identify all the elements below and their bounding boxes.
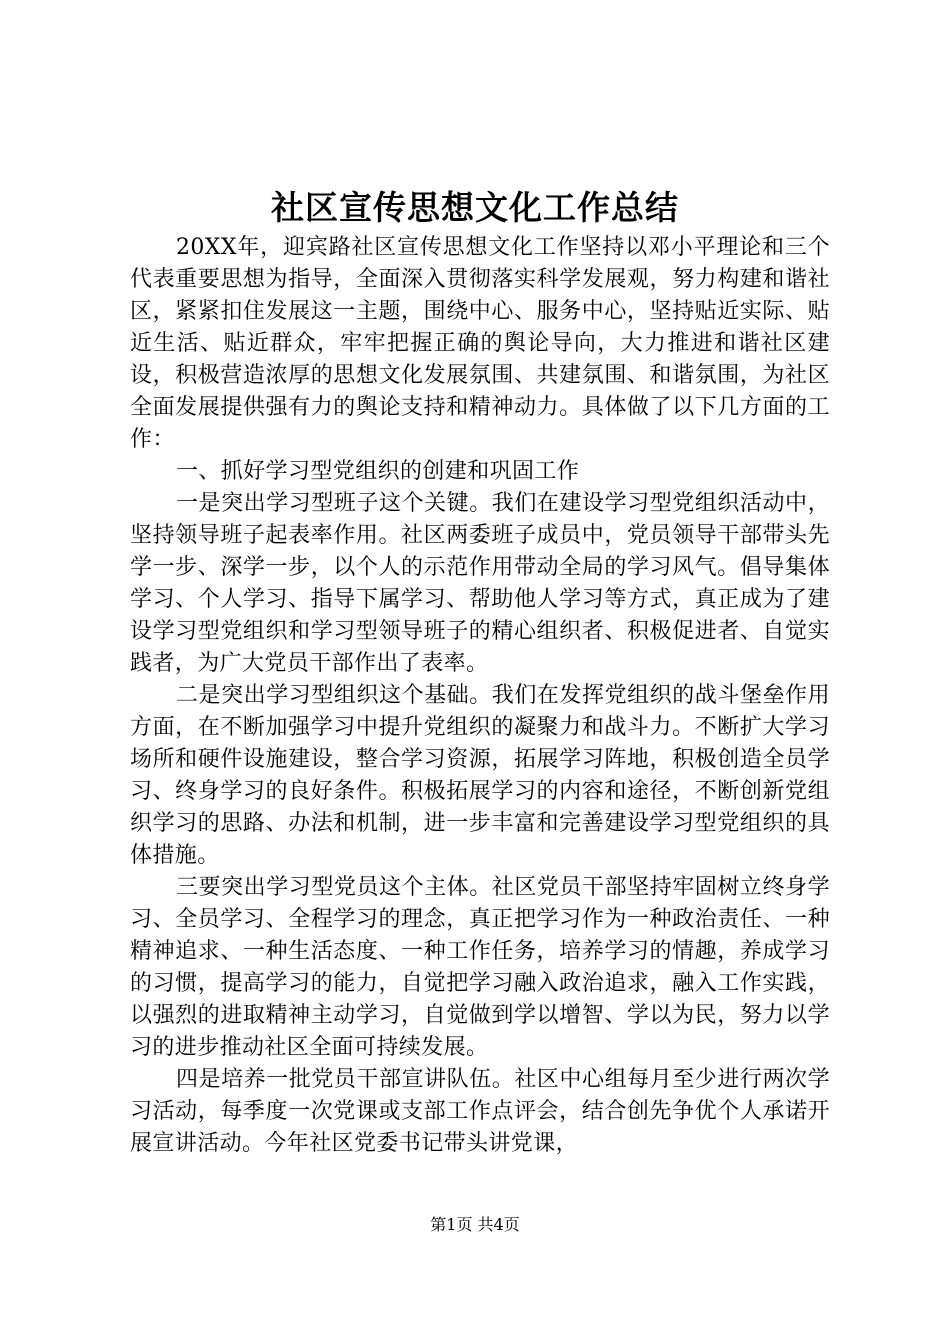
- body-paragraph: 二是突出学习型组织这个基础。我们在发挥党组织的战斗堡垒作用方面，在不断加强学习中提升党组织的凝聚力和战斗力。不断扩大学习场所和硬件设施建设，整合学习资源，拓展学习阵地，积极创造全员学习、终身学习的良好条件。积极拓展学习的内容和途径，不断创新党组织学习的思路、办法和机制，进一步丰富和完善建设学习型党组织的具体措施。: [130, 683, 830, 868]
- intro-paragraph: 20XX年，迎宾路社区宣传思想文化工作坚持以邓小平理论和三个代表重要思想为指导，全面深入贯彻落实科学发展观，努力构建和谐社区，紧紧扣住发展这一主题，围绕中心、服务中心，坚持贴近实际、贴近生活、贴近群众，牢牢把握正确的舆论导向，大力推进和谐社区建设，积极营造浓厚的思想文化发展氛围、共建氛围、和谐氛围，为社区全面发展提供强有力的舆论支持和精神动力。具体做了以下几方面的工作：: [130, 235, 830, 452]
- body-paragraph: 三要突出学习型党员这个主体。社区党员干部坚持牢固树立终身学习、全员学习、全程学习的理念，真正把学习作为一种政治责任、一种精神追求、一种生活态度、一种工作任务，培养学习的情趣，养成学习的习惯，提高学习的能力，自觉把学习融入政治追求，融入工作实践，以强烈的进取精神主动学习，自觉做到学以增智、学以为民，努力以学习的进步推动社区全面可持续发展。: [130, 875, 830, 1060]
- section-heading: 一、抓好学习型党组织的创建和巩固工作: [176, 459, 580, 484]
- document-body: [130, 232, 830, 1160]
- page-title: 社区宣传思想文化工作总结: [271, 188, 679, 227]
- body-paragraph: 四是培养一批党员干部宣讲队伍。社区中心组每月至少进行两次学习活动，每季度一次党课或支部工作点评会，结合创先争优个人承诺开展宣讲活动。今年社区党委书记带头讲党课，: [130, 1067, 830, 1156]
- body-paragraph: 一是突出学习型班子这个关键。我们在建设学习型党组织活动中，坚持领导班子起表率作用。社区两委班子成员中，党员领导干部带头先学一步、深学一步，以个人的示范作用带动全局的学习风气。倡导集体学习、个人学习、指导下属学习、帮助他人学习等方式，真正成为了建设学习型党组织和学习型领导班子的精心组织者、积极促进者、自觉实践者，为广大党员干部作出了表率。: [130, 491, 830, 676]
- page-footer: 第1页 共4页: [430, 1215, 520, 1234]
